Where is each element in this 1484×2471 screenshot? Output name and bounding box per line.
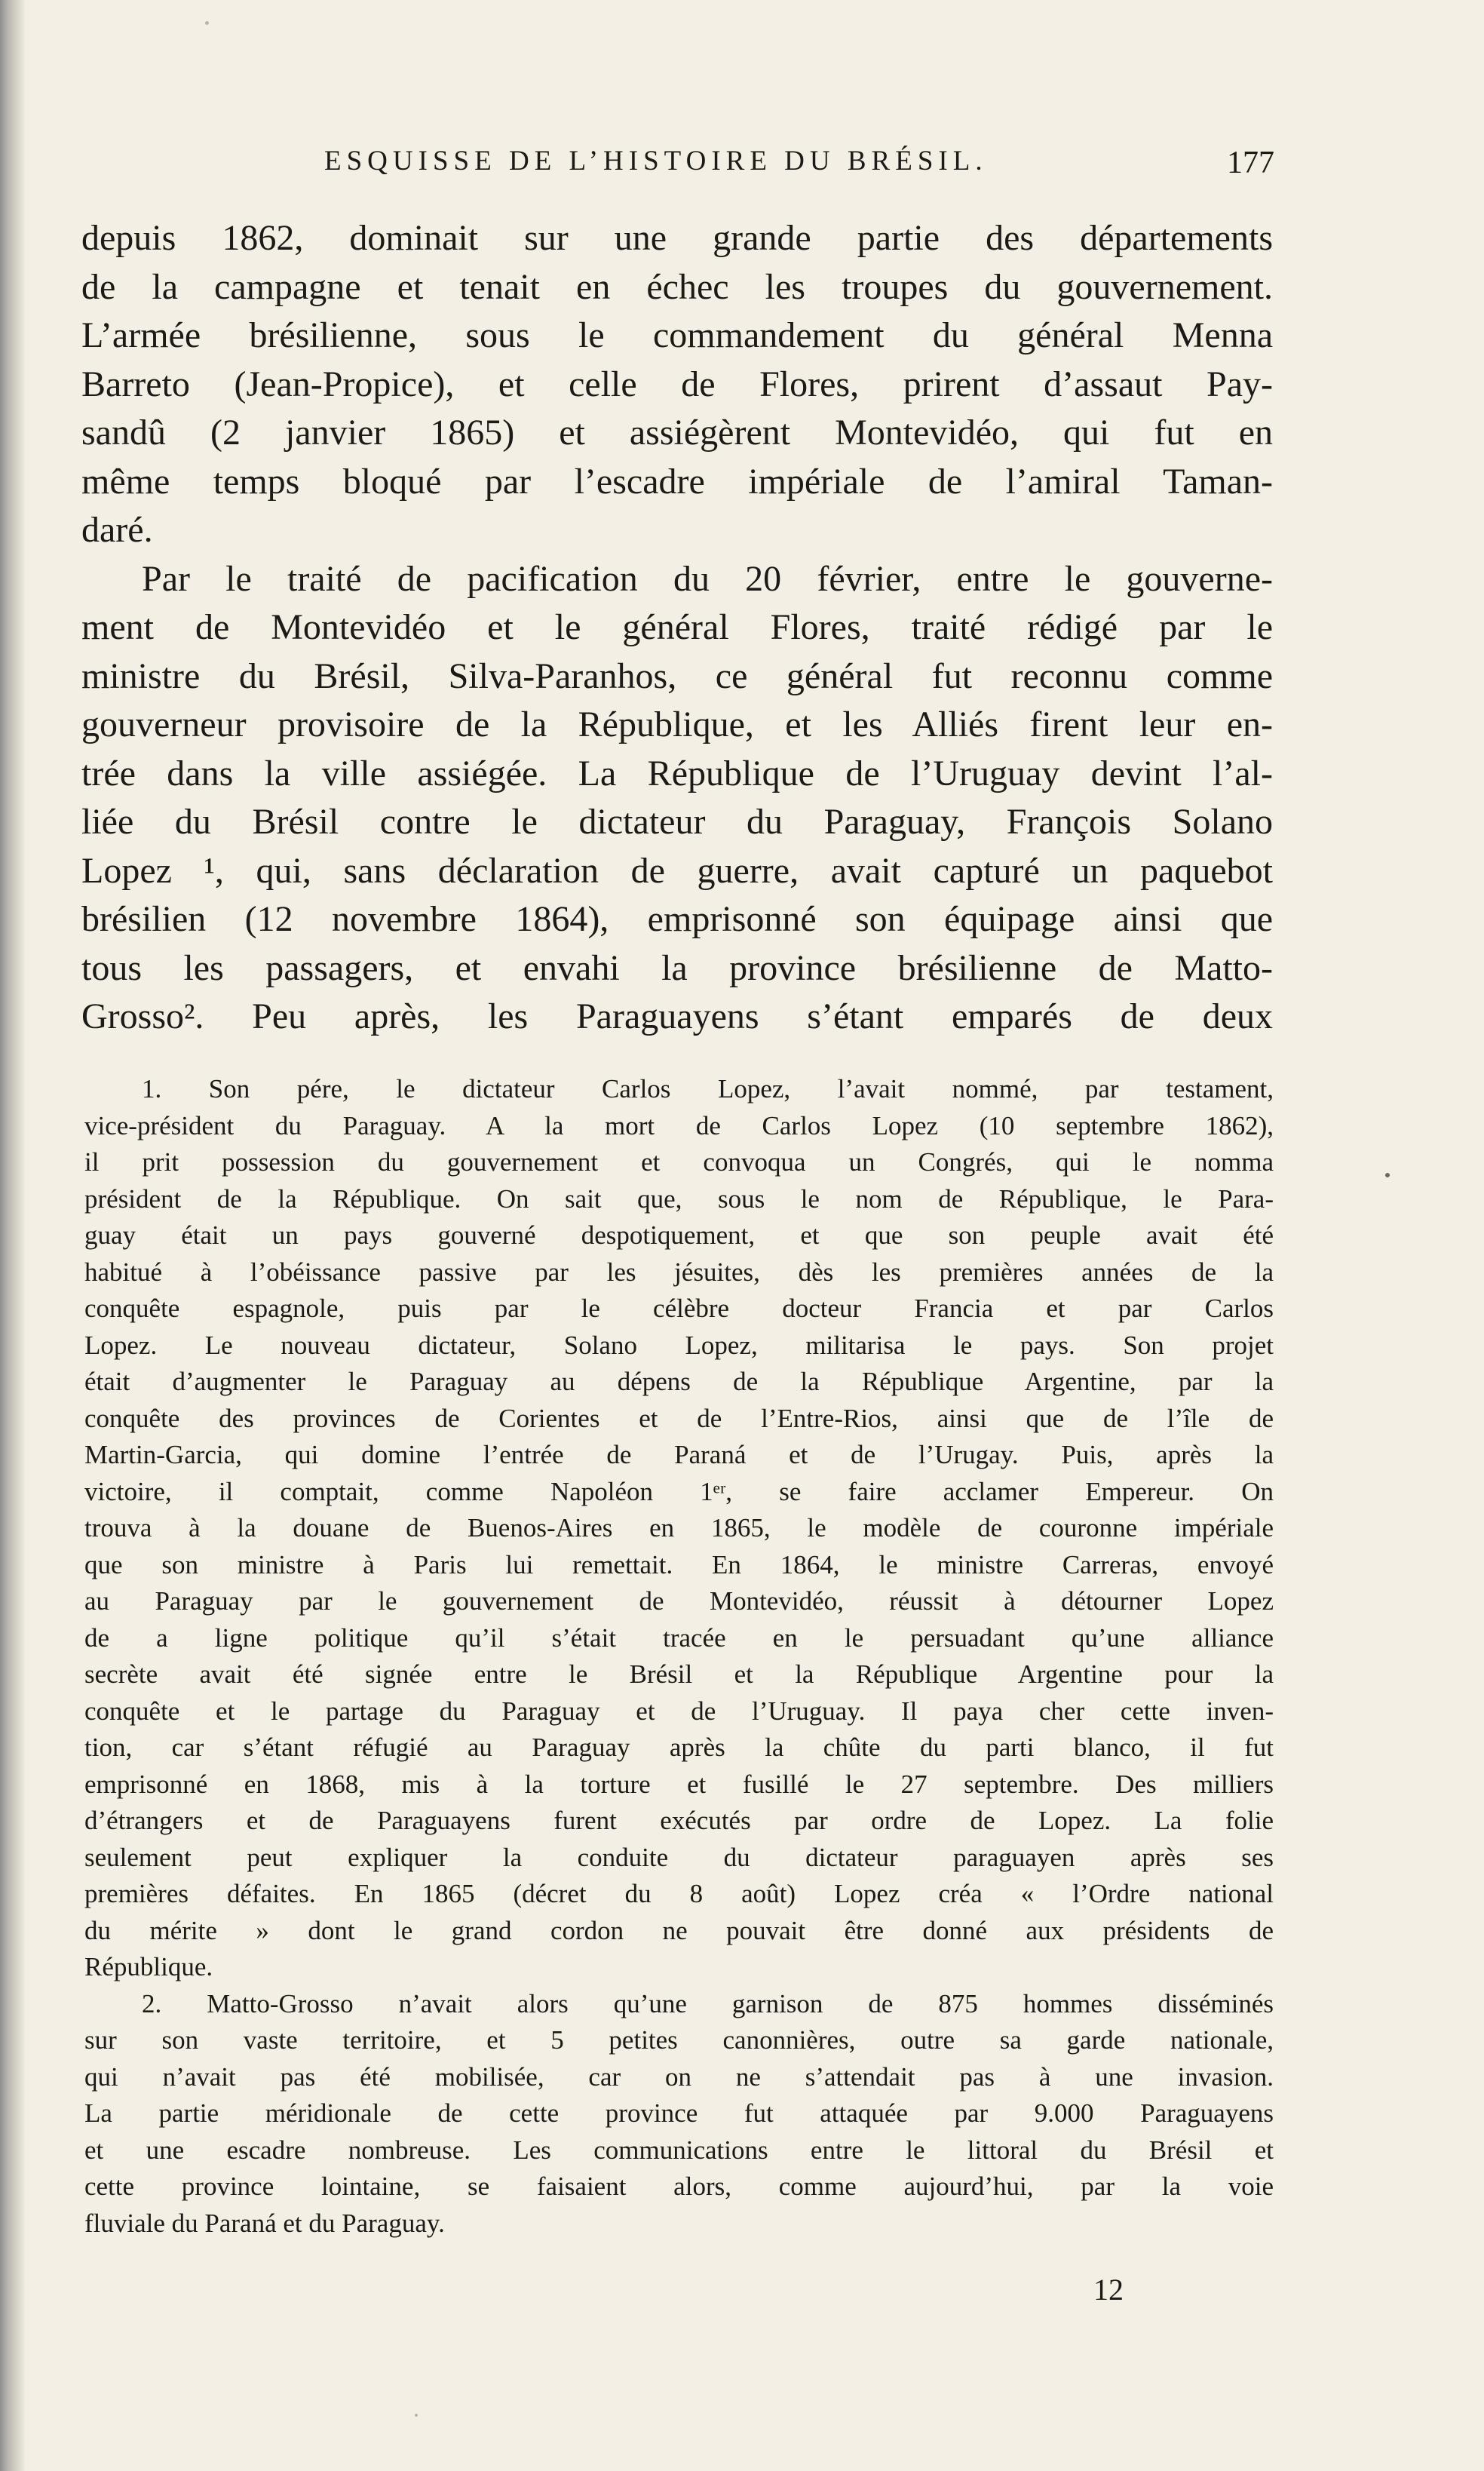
- main-line: depuis 1862, dominait sur une grande partie des départements: [81, 218, 1273, 258]
- footnote-line: trouva à la douane de Buenos-Aires en 1865, le modèle de couronne impériale: [84, 1513, 1274, 1542]
- footnote-line: premières défaites. En 1865 (décret du 8 août) Lopez créa « l’Ordre national: [84, 1879, 1274, 1908]
- footnote-line: était d’augmenter le Paraguay au dépens de la République Argentine, par la: [84, 1367, 1274, 1396]
- footnote-line: et une escadre nombreuse. Les communications entre le littoral du Brésil et: [84, 2135, 1274, 2165]
- main-line: sandû (2 janvier 1865) et assiégèrent Montevidéo, qui fut en: [81, 413, 1273, 453]
- main-line: liée du Brésil contre le dictateur du Paraguay, François Solano: [81, 802, 1273, 842]
- main-text: [81, 214, 1273, 1042]
- footnote-line: victoire, il comptait, comme Napoléon 1ᵉʳ, se faire acclamer Empereur. On: [84, 1476, 1274, 1506]
- page-header: [324, 137, 1274, 198]
- scan-left-edge: [0, 0, 26, 2471]
- main-line: de la campagne et tenait en échec les troupes du gouvernement.: [81, 266, 1273, 307]
- footnote-line: seulement peut expliquer la conduite du dictateur paraguayen après ses: [84, 1842, 1274, 1872]
- scan-speck: [415, 2414, 418, 2417]
- page-number: 177: [1227, 146, 1274, 180]
- main-line: même temps bloqué par l’escadre impériale de l’amiral Taman-: [81, 461, 1273, 502]
- footnote-line: sur son vaste territoire, et 5 petites canonnières, outre sa garde nationale,: [84, 2025, 1274, 2055]
- footnote-line: d’étrangers et de Paraguayens furent exécutés par ordre de Lopez. La folie: [84, 1806, 1274, 1835]
- signature-mark: 12: [1093, 2273, 1124, 2307]
- footnote-line: que son ministre à Paris lui remettait. En 1864, le ministre Carreras, envoyé: [84, 1549, 1274, 1579]
- footnote-line: conquête des provinces de Corientes et de l’Entre-Rios, ainsi que de l’île de: [84, 1403, 1274, 1433]
- main-line: Lopez ¹, qui, sans déclaration de guerre, avait capturé un paquebot: [81, 850, 1273, 891]
- footnote-line: conquête et le partage du Paraguay et de l’Uruguay. Il paya cher cette inven-: [84, 1696, 1274, 1726]
- footnote-line: il prit possession du gouvernement et convoqua un Congrés, qui le nomma: [84, 1147, 1274, 1177]
- footnote-line: 1. Son pére, le dictateur Carlos Lopez, l’avait nommé, par testament,: [142, 1074, 1274, 1104]
- main-line: tous les passagers, et envahi la province brésilienne de Matto-: [81, 947, 1273, 988]
- footnote-line: conquête espagnole, puis par le célèbre docteur Francia et par Carlos: [84, 1294, 1274, 1323]
- main-line: ment de Montevidéo et le général Flores, traité rédigé par le: [81, 607, 1273, 647]
- main-line: trée dans la ville assiégée. La République de l’Uruguay devint l’al-: [81, 753, 1273, 793]
- footnote-line: président de la République. On sait que, sous le nom de République, le Para-: [84, 1183, 1274, 1214]
- main-line: gouverneur provisoire de la République, et les Alliés firent leur en-: [81, 704, 1273, 744]
- footnote-line: secrète avait été signée entre le Brésil et la République Argentine pour la: [84, 1659, 1274, 1689]
- footnote-line: tion, car s’étant réfugié au Paraguay après la chûte du parti blanco, il fut: [84, 1733, 1274, 1762]
- footnote-line: fluviale du Paraná et du Paraguay.: [84, 2208, 445, 2238]
- footnote-line: La partie méridionale de cette province fut attaquée par 9.000 Paraguayens: [84, 2098, 1274, 2128]
- main-line: Barreto (Jean-Propice), et celle de Flores, prirent d’assaut Pay-: [81, 364, 1273, 404]
- main-line: brésilien (12 novembre 1864), emprisonné son équipage ainsi que: [81, 899, 1273, 939]
- footnote-line: habitué à l’obéissance passive par les jésuites, dès les premières années de la: [84, 1257, 1274, 1287]
- scan-speck: [1385, 1173, 1390, 1177]
- footnote-line: cette province lointaine, se faisaient alors, comme aujourd’hui, par la voie: [84, 2172, 1274, 2201]
- footnote-line: de a ligne politique qu’il s’était tracée en le persuadant qu’une alliance: [84, 1622, 1274, 1653]
- footnote-line: du mérite » dont le grand cordon ne pouvait être donné aux présidents de: [84, 1915, 1274, 1945]
- running-title: ESQUISSE DE L’HISTOIRE DU BRÉSIL.: [324, 146, 988, 176]
- scan-speck: [205, 21, 209, 25]
- footnotes: [84, 1071, 1274, 2242]
- main-line: Grosso². Peu après, les Paraguayens s’étant emparés de deux: [81, 996, 1273, 1036]
- main-line: ministre du Brésil, Silva-Paranhos, ce général fut reconnu comme: [81, 655, 1273, 696]
- main-line: L’armée brésilienne, sous le commandement du général Menna: [81, 315, 1273, 355]
- footnote-line: qui n’avait pas été mobilisée, car on ne s’attendait pas à une invasion.: [84, 2061, 1274, 2092]
- main-line: Par le traité de pacification du 20 février, entre le gouverne-: [142, 558, 1273, 599]
- footnote-line: République.: [84, 1952, 213, 1981]
- footnote-line: 2. Matto-Grosso n’avait alors qu’une garnison de 875 hommes disséminés: [142, 1988, 1274, 2018]
- footnote-line: guay était un pays gouverné despotiquement, et que son peuple avait été: [84, 1220, 1274, 1250]
- footnote-line: emprisonné en 1868, mis à la torture et fusillé le 27 septembre. Des milliers: [84, 1769, 1274, 1799]
- main-line: daré.: [81, 510, 153, 550]
- footnote-line: au Paraguay par le gouvernement de Montevidéo, réussit à détourner Lopez: [84, 1586, 1274, 1616]
- footnote-line: Lopez. Le nouveau dictateur, Solano Lopez, militarisa le pays. Son projet: [84, 1330, 1274, 1360]
- footnote-line: Martin-Garcia, qui domine l’entrée de Paraná et de l’Urugay. Puis, après la: [84, 1440, 1274, 1469]
- footnote-line: vice-président du Paraguay. A la mort de Carlos Lopez (10 septembre 1862),: [84, 1110, 1274, 1140]
